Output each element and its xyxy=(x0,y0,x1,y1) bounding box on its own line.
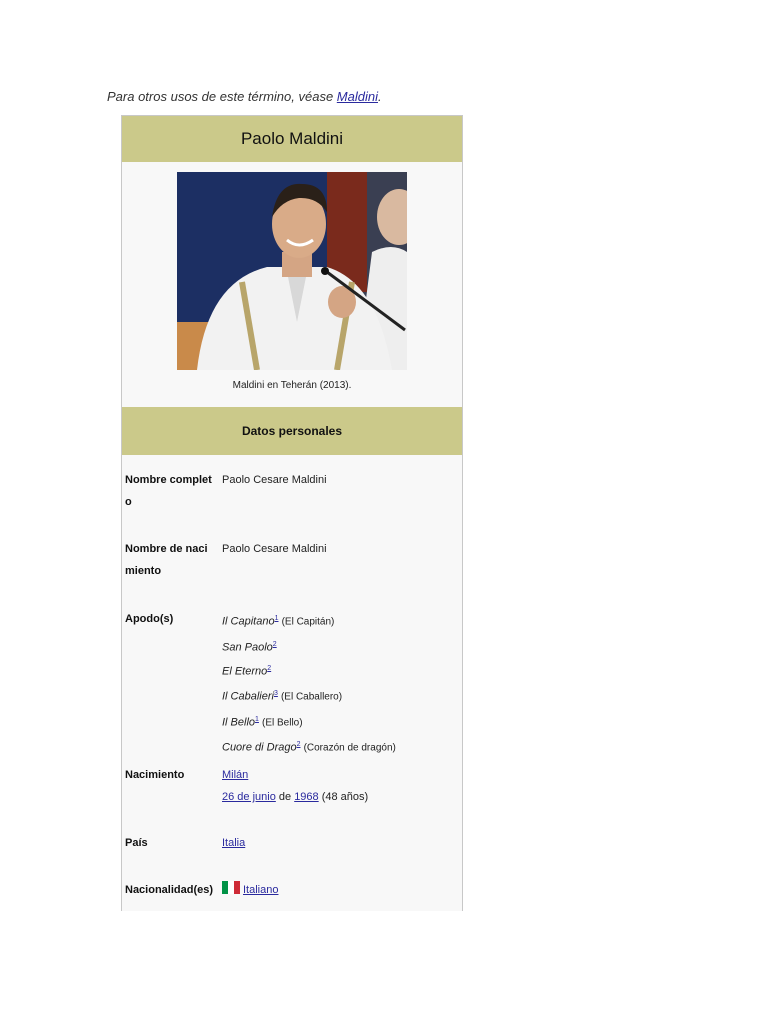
nationality-label: Nacionalidad(es) xyxy=(125,884,214,896)
infobox xyxy=(121,115,463,911)
nickname-translation: (Corazón de dragón) xyxy=(303,742,396,754)
nickname-text: Il Cabalieri xyxy=(222,690,274,703)
birth-place-link[interactable]: Milán xyxy=(222,769,249,781)
nickname-text: El Eterno xyxy=(222,665,268,678)
birth-age: (48 años) xyxy=(318,791,369,803)
player-photo-graphic xyxy=(177,172,407,370)
birth-date-link[interactable]: 26 de junio xyxy=(222,791,276,803)
birth-year-link[interactable]: 1968 xyxy=(294,791,319,803)
nickname-translation: (El Capitán) xyxy=(281,616,335,628)
nickname-text: San Paolo xyxy=(222,641,273,654)
full-name-label: Nombre completo xyxy=(125,474,212,508)
nicknames-label: Apodo(s) xyxy=(125,613,174,625)
birth-name-label: Nombre de nacimiento xyxy=(125,543,208,577)
hatnote-prefix: Para otros usos de este término, véase xyxy=(107,89,337,104)
reference-link[interactable]: 2 xyxy=(267,665,272,673)
birth-label: Nacimiento xyxy=(125,769,185,781)
nickname-translation: (El Caballero) xyxy=(280,691,343,703)
hatnote xyxy=(107,89,382,104)
nickname-item xyxy=(222,658,457,683)
country-link[interactable]: Italia xyxy=(222,837,246,849)
section-header-personal: Datos personales xyxy=(122,407,462,455)
nicknames-list xyxy=(222,608,457,760)
birth-date-connector: de xyxy=(275,791,295,803)
nickname-text: Il Bello xyxy=(222,716,256,729)
nickname-item xyxy=(222,734,457,760)
nickname-item xyxy=(222,709,457,735)
reference-link[interactable]: 2 xyxy=(272,640,277,648)
infobox-title: Paolo Maldini xyxy=(122,116,462,162)
hatnote-link-maldini[interactable]: Maldini xyxy=(336,89,378,104)
nationality-link[interactable]: Italiano xyxy=(243,884,279,896)
nickname-text: Il Capitano xyxy=(222,615,275,628)
italy-flag-icon xyxy=(222,880,240,893)
nickname-item xyxy=(222,608,457,634)
nickname-translation: (El Bello) xyxy=(262,717,303,729)
nickname-text: Cuore di Drago xyxy=(222,741,297,754)
player-photo[interactable] xyxy=(177,172,407,370)
reference-link[interactable]: 1 xyxy=(274,615,279,622)
image-caption: Maldini en Teherán (2013). xyxy=(232,380,352,391)
reference-link[interactable]: 2 xyxy=(296,741,301,749)
infobox-image-area xyxy=(122,162,462,407)
nickname-item xyxy=(222,683,457,709)
full-name-value: Paolo Cesare Maldini xyxy=(222,474,327,486)
birth-value xyxy=(222,764,457,808)
reference-link[interactable]: 1 xyxy=(255,715,259,723)
hatnote-suffix: . xyxy=(377,89,382,104)
country-label: País xyxy=(125,837,148,849)
birth-name-value: Paolo Cesare Maldini xyxy=(222,543,327,555)
reference-link[interactable]: 3 xyxy=(273,689,278,697)
nickname-item xyxy=(222,634,457,659)
